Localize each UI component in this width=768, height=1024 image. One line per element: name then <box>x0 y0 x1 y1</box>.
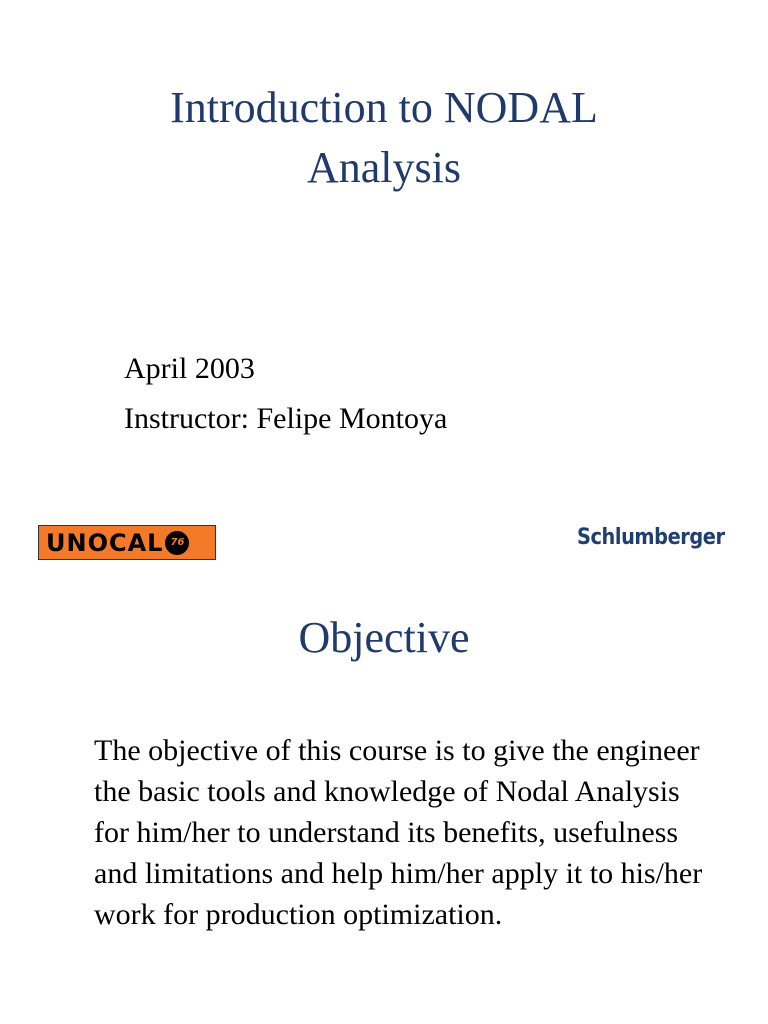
slide-title-line-1: Introduction to NODAL <box>170 83 598 132</box>
slide-title-line-2: Analysis <box>307 143 461 192</box>
schlumberger-logo: Schlumberger <box>577 525 725 550</box>
unocal-logo-text: UNOCAL <box>46 528 164 557</box>
slide-title <box>0 78 768 198</box>
course-instructor: Instructor: Felipe Montoya <box>124 402 448 435</box>
objective-body: The objective of this course is to give the engineer the basic tools and knowledge of Nodal Analysis for him/her to understand its benefits, usefulness and limitations and help him/her apply it to his/her work for production optimization. <box>94 734 703 931</box>
objective-heading: Objective <box>298 613 470 662</box>
unocal-76-badge: 76 <box>165 531 189 555</box>
course-date: April 2003 <box>124 352 255 385</box>
unocal-logo <box>38 525 216 560</box>
